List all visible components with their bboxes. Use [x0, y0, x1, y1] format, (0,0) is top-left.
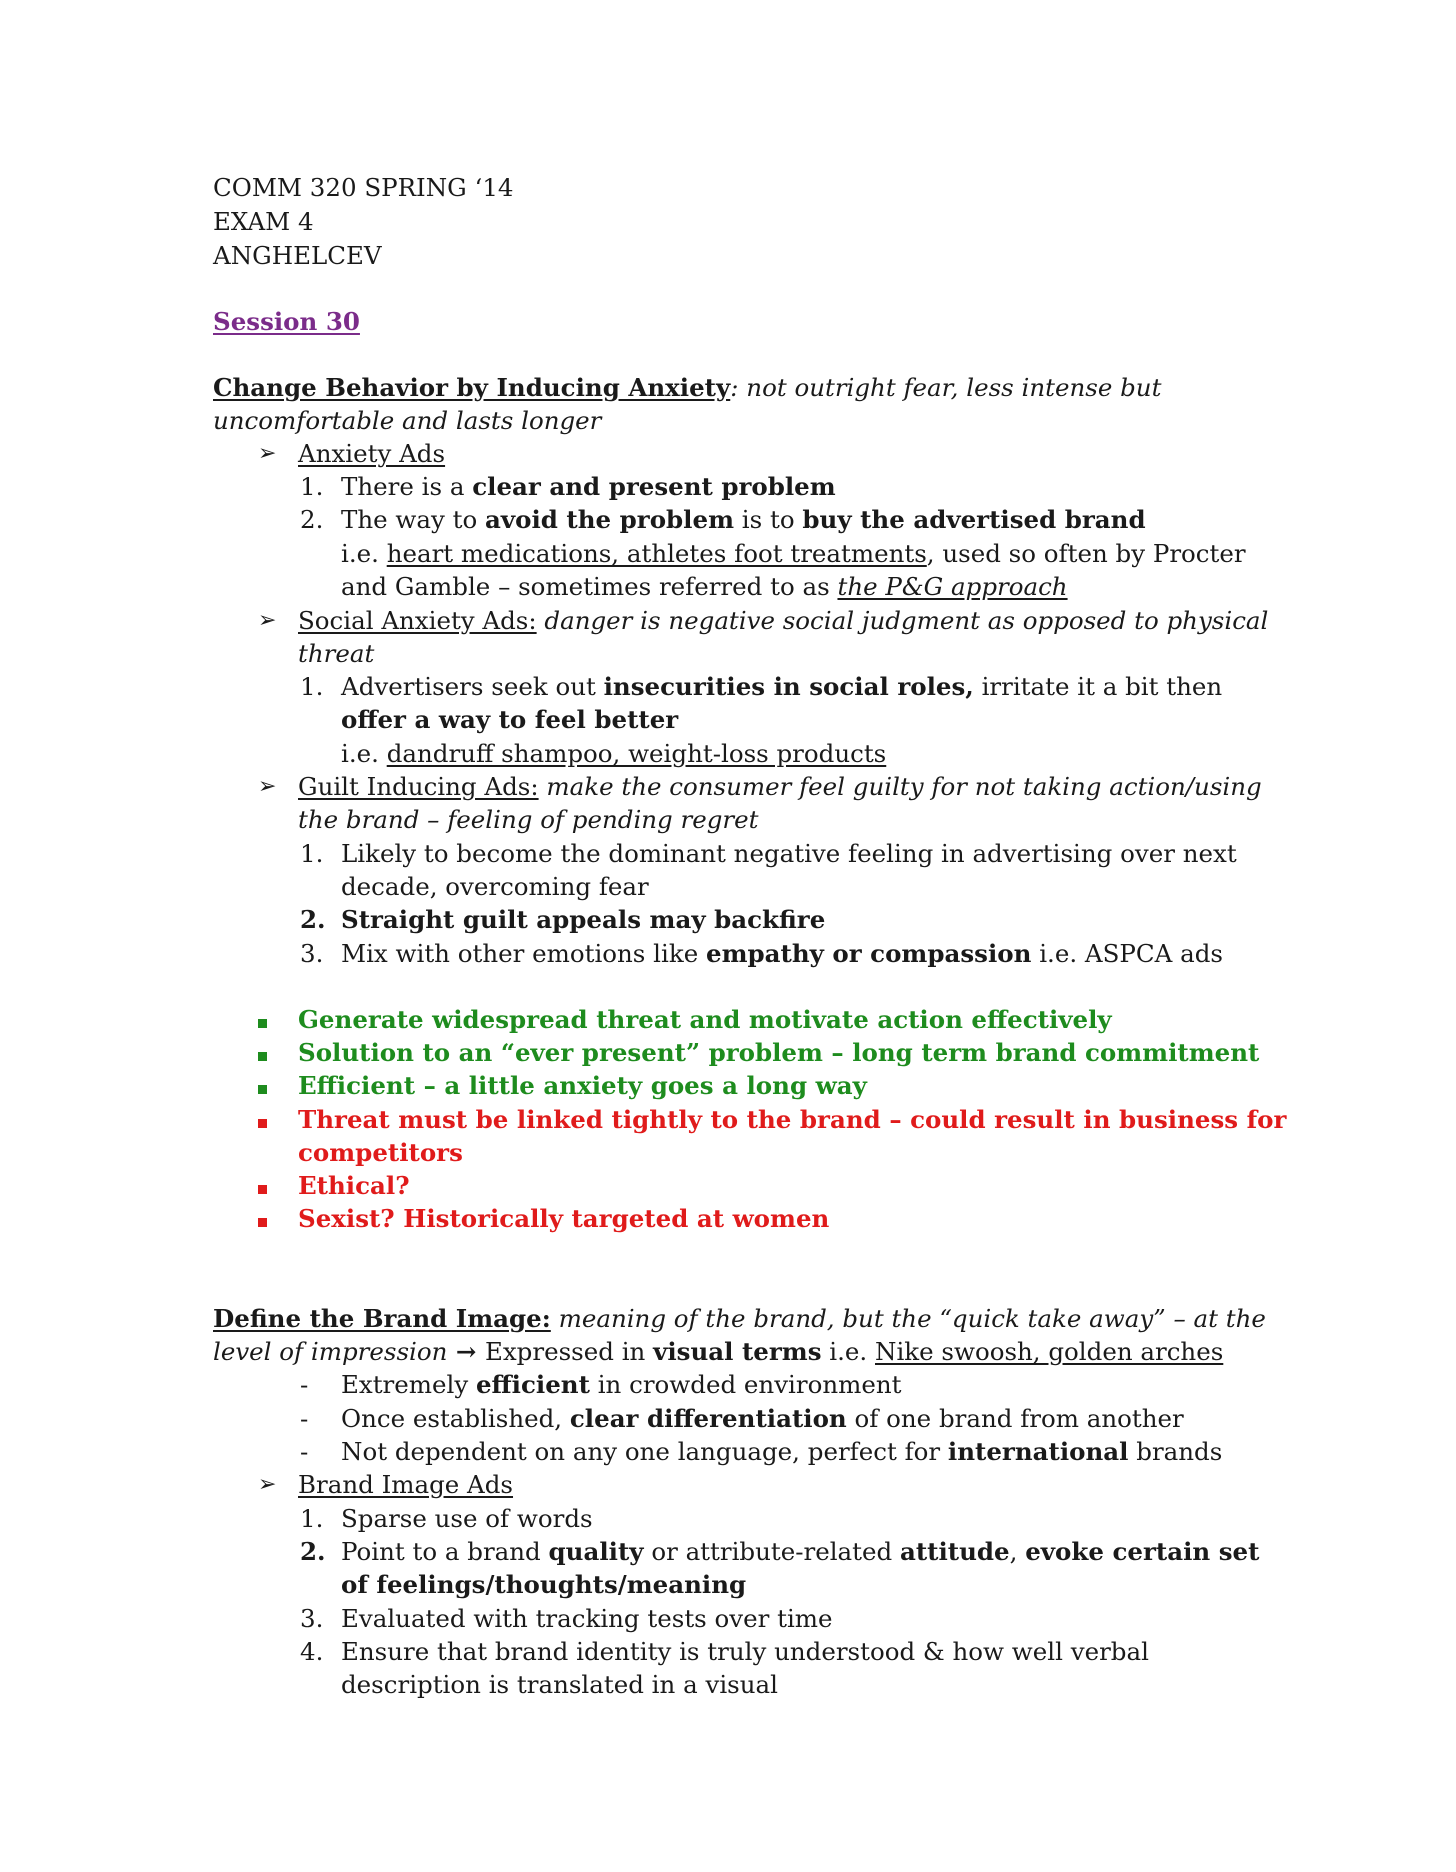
square-bullet-icon: [258, 1103, 267, 1136]
list-number: 1.: [300, 1504, 324, 1533]
text: Once established,: [341, 1404, 570, 1433]
list-item: [341, 1535, 1259, 1568]
square-bullet-icon: [258, 1069, 267, 1102]
list-item-cont: offer a way to feel better: [341, 705, 679, 734]
list-item: Sparse use of words: [341, 1504, 593, 1533]
brand-image-desc: meaning of the brand, but the “quick take away” – at the: [550, 1304, 1266, 1333]
list-number: 2.: [300, 905, 326, 934]
text: The way to: [341, 505, 485, 534]
brand-image-heading: Define the Brand Image:: [213, 1304, 551, 1333]
list-number: 3.: [300, 939, 324, 968]
list-item: Likely to become the dominant negative feeling in advertising over next: [341, 839, 1237, 868]
example-line: [341, 537, 1246, 570]
bold-text: attitude: [899, 1537, 1010, 1566]
bold-text: quality: [548, 1537, 644, 1566]
square-bullet-icon: [258, 1169, 267, 1202]
bold-text: efficient: [475, 1370, 590, 1399]
pro-item: Solution to an “ever present” problem – long term brand commitment: [298, 1038, 1260, 1067]
dash-item: [341, 1402, 1184, 1435]
text: i.e.: [821, 1337, 875, 1366]
exam-label: EXAM 4: [213, 207, 314, 236]
list-item: [341, 937, 1223, 970]
social-ads-desc-cont: threat: [298, 639, 375, 668]
text: i.e.: [341, 539, 387, 568]
bold-text: buy the advertised brand: [802, 505, 1146, 534]
list-item-cont: description is translated in a visual: [341, 1670, 778, 1699]
list-number: 3.: [300, 1604, 324, 1633]
anxiety-desc-cont: uncomfortable and lasts longer: [213, 406, 602, 435]
con-item: Sexist? Historically targeted at women: [298, 1204, 830, 1233]
text: Mix with other emotions like: [341, 939, 706, 968]
list-number: 4.: [300, 1637, 324, 1666]
anxiety-ads-title: Anxiety Ads: [298, 439, 446, 468]
italic-text: level of impression: [213, 1337, 448, 1366]
brand-image-desc-cont: [213, 1335, 1223, 1368]
arrow-bullet-icon: ➢: [258, 441, 277, 466]
social-ads-desc: danger is negative social judgment as opposed to physical: [536, 606, 1269, 635]
con-item: Threat must be linked tightly to the brand – could result in business for: [298, 1105, 1287, 1134]
list-number: 1.: [300, 472, 324, 501]
con-item-cont: competitors: [298, 1138, 463, 1167]
square-bullet-icon: [258, 1003, 267, 1036]
example-line: [341, 570, 1068, 603]
list-number: 2.: [300, 505, 324, 534]
list-number: 1.: [300, 839, 324, 868]
text: Not dependent on any one language, perfect for: [341, 1437, 948, 1466]
text: Extremely: [341, 1370, 476, 1399]
session-heading: Session 30: [213, 307, 360, 336]
list-number: 2.: [300, 1537, 326, 1566]
square-bullet-icon: [258, 1036, 267, 1069]
text: i.e. ASPCA ads: [1031, 939, 1223, 968]
example-line: [341, 737, 886, 770]
brand-image-ads-title: Brand Image Ads: [298, 1470, 514, 1499]
text: irritate it a bit then: [973, 672, 1223, 701]
list-item: Ensure that brand identity is truly understood & how well verbal: [341, 1637, 1149, 1666]
bold-text: evoke certain set: [1025, 1537, 1260, 1566]
dash-bullet: -: [300, 1370, 309, 1399]
arrow-bullet-icon: ➢: [258, 1472, 277, 1497]
pro-item: Generate widespread threat and motivate action effectively: [298, 1005, 1112, 1034]
list-item: [341, 470, 836, 503]
anxiety-heading-line: [213, 371, 1161, 404]
text: ,: [1009, 1537, 1026, 1566]
list-item: Straight guilt appeals may backfire: [341, 905, 826, 934]
guilt-ads-line: [298, 770, 1262, 803]
bold-text: clear differentiation: [569, 1404, 847, 1433]
text: in crowded environment: [589, 1370, 902, 1399]
text: Advertisers seek out: [341, 672, 604, 701]
text: is to: [734, 505, 803, 534]
bold-text: insecurities in social roles,: [603, 672, 974, 701]
text: There is a: [341, 472, 473, 501]
bold-text: clear and present problem: [472, 472, 836, 501]
text: , used so often by Procter: [926, 539, 1246, 568]
underlined-text: the P&G approach: [837, 572, 1068, 601]
instructor-name: ANGHELCEV: [213, 241, 382, 270]
list-item: Evaluated with tracking tests over time: [341, 1604, 833, 1633]
text: and Gamble – sometimes referred to as: [341, 572, 838, 601]
text: Expressed in: [484, 1337, 654, 1366]
anxiety-desc: : not outright fear, less intense but: [730, 373, 1162, 402]
list-item: [341, 503, 1146, 536]
guilt-ads-desc: make the consumer feel guilty for not taking action/using: [538, 772, 1262, 801]
social-ads-line: [298, 604, 1268, 637]
underlined-text: dandruff shampoo, weight-loss products: [386, 739, 887, 768]
right-arrow-icon: →: [447, 1337, 485, 1366]
guilt-ads-title: Guilt Inducing Ads:: [298, 772, 539, 801]
underlined-text: Nike swoosh, golden arches: [875, 1337, 1224, 1366]
dash-item: [341, 1368, 901, 1401]
arrow-bullet-icon: ➢: [258, 608, 277, 633]
anxiety-heading: Change Behavior by Inducing Anxiety: [213, 373, 731, 402]
dash-bullet: -: [300, 1437, 309, 1466]
bold-text: visual terms: [653, 1337, 822, 1366]
guilt-ads-desc-cont: the brand – feeling of pending regret: [298, 805, 759, 834]
list-item-cont: decade, overcoming fear: [341, 872, 649, 901]
bold-text: international: [947, 1437, 1129, 1466]
text: i.e.: [341, 739, 387, 768]
social-ads-title: Social Anxiety Ads:: [298, 606, 537, 635]
bold-text: avoid the problem: [485, 505, 734, 534]
underlined-text: heart medications, athletes foot treatments: [386, 539, 927, 568]
list-item-cont: of feelings/thoughts/meaning: [341, 1570, 747, 1599]
brand-image-heading-line: [213, 1302, 1266, 1335]
arrow-bullet-icon: ➢: [258, 774, 277, 799]
text: Point to a brand: [341, 1537, 549, 1566]
text: of one brand from another: [846, 1404, 1184, 1433]
list-number: 1.: [300, 672, 324, 701]
con-item: Ethical?: [298, 1171, 410, 1200]
course-title: COMM 320 SPRING ‘14: [213, 173, 514, 202]
pro-item: Efficient – a little anxiety goes a long way: [298, 1071, 867, 1100]
dash-item: [341, 1435, 1222, 1468]
list-item: [341, 670, 1222, 703]
text: or attribute-related: [643, 1537, 900, 1566]
bold-text: empathy or compassion: [705, 939, 1032, 968]
dash-bullet: -: [300, 1404, 309, 1433]
text: brands: [1128, 1437, 1223, 1466]
square-bullet-icon: [258, 1202, 267, 1235]
